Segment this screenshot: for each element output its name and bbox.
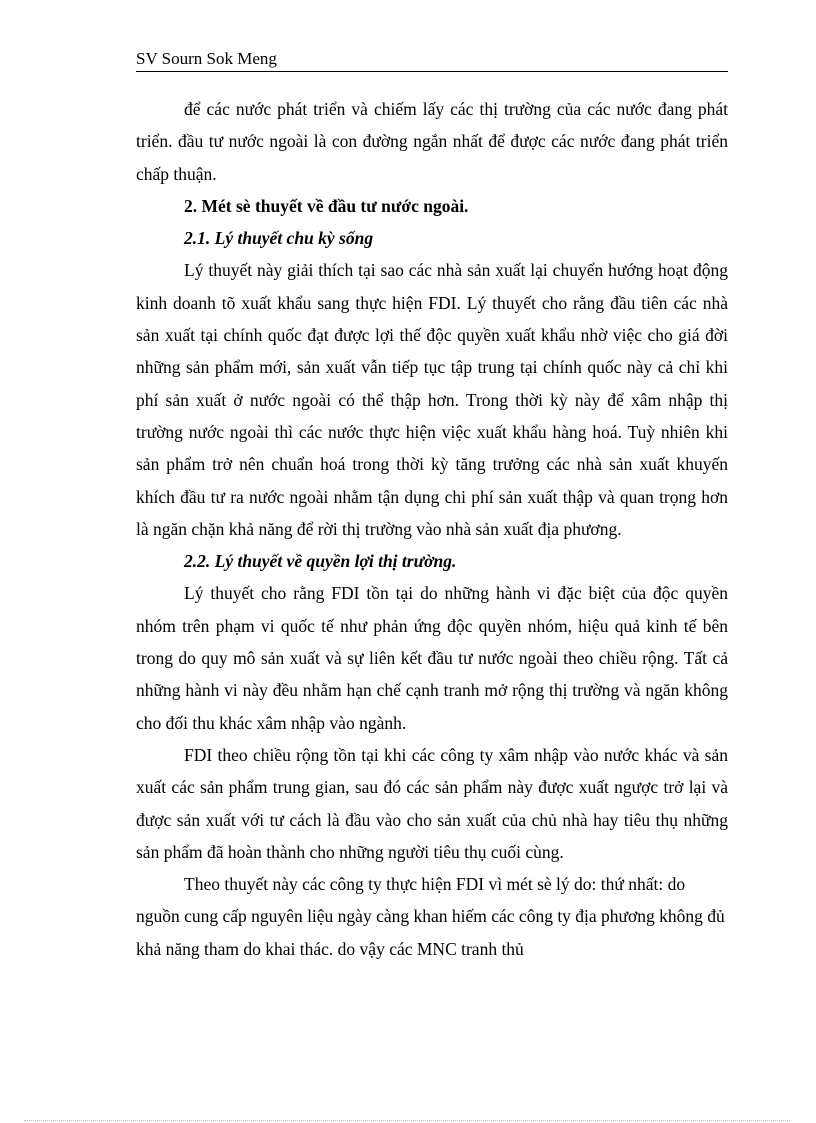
document-body — [136, 93, 728, 965]
page-bottom-divider — [24, 1120, 790, 1121]
paragraph-2-2a: Lý thuyết cho rằng FDI tồn tại do những hành vi đặc biệt của độc quyền nhóm trên phạm vi quốc tế như phản ứng độc quyền nhóm, hiệu quả kinh tế bên trong do quy mô sản xuất và sự liên kết đầu tư nước ngoài theo chiều rộng. Tất cả những hành vi này đều nhằm hạn chế cạnh tranh mở rộng thị trường và ngăn không cho đối thu khác xâm nhập vào ngành. — [136, 583, 728, 733]
page-header — [136, 48, 728, 72]
header-author: SV Sourn Sok Meng — [136, 49, 277, 68]
section-heading-2: 2. Mét sè thuyết về đầu tư nước ngoài. — [184, 195, 469, 216]
section-heading-2-1: 2.1. Lý thuyết chu kỳ sống — [184, 228, 374, 249]
section-heading-2-2: 2.2. Lý thuyết về quyền lợi thị trường. — [184, 551, 457, 572]
paragraph-intro: để các nước phát triển và chiếm lấy các thị trường của các nước đang phát triển. đầu tư nước ngoài là con đường ngắn nhất để được các nước đang phát triển chấp thuận. — [136, 99, 728, 184]
paragraph-2-2b: FDI theo chiều rộng tồn tại khi các công ty xâm nhập vào nước khác và sản xuất các sản phẩm trung gian, sau đó các sản phẩm này được xuất ngược trở lại và được sản xuất với tư cách là đầu vào cho sản xuất của chủ nhà hay tiêu thụ những sản phẩm đã hoàn thành cho những người tiêu thụ cuối cùng. — [136, 744, 728, 862]
paragraph-2-1: Lý thuyết này giải thích tại sao các nhà sản xuất lại chuyển hướng hoạt động kinh doanh tõ xuất khẩu sang thực hiện FDI. Lý thuyết cho rằng đầu tiên các nhà sản xuất tại chính quốc đạt được lợi thế độc quyền xuất khẩu nhờ việc cho giá đời những sản phẩm mới, sản xuất vẫn tiếp tục tập trung tại chính quốc này cả chỉ khi phí sản xuất ở nước ngoài có thể thập hơn. Trong thời kỳ này để xâm nhập thị trường nước ngoài thì các nước thực hiện việc xuất khẩu hàng hoá. Tuỳ nhiên khi sản phẩm trở nên chuẩn hoá trong thời kỳ tăng trưởng các nhà sản xuất khuyến khích đầu tư ra nước ngoài nhằm tận dụng chi phí sản xuất thập và quan trọng hơn là ngăn chặn khả năng để rời thị trường vào nhà sản xuất địa phương. — [136, 260, 728, 539]
paragraph-2-2c: Theo thuyết này các công ty thực hiện FDI vì mét sè lý do: thứ nhất: do nguồn cung cấp nguyên liệu ngày càng khan hiếm các công ty địa phương không đủ khả năng tham do khai thác. do vậy các MNC tranh thủ — [136, 874, 725, 959]
